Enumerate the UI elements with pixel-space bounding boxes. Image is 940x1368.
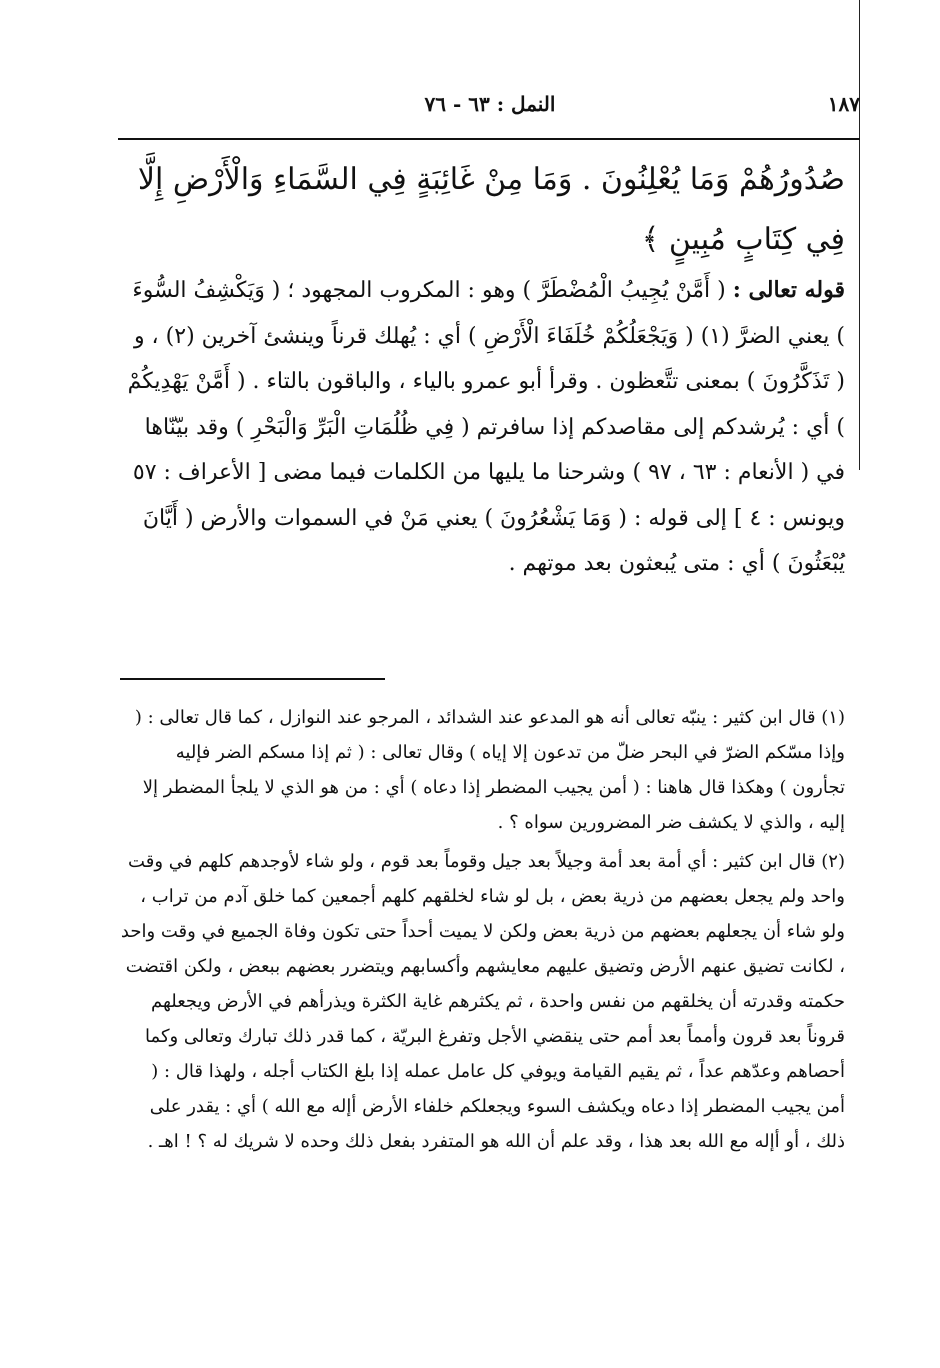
footnote-2: (٢) قال ابن كثير : أي أمة بعد أمة وجيلاً بعد جيل وقوماً بعد قوم ، ولو شاء لأوجدهم كلهم في وقت واحد ولم يجعل بعضهم من ذرية بعض ، بل لو شاء لخلقهم كلهم أجمعين كما خلق آدم من تراب ، ولو شاء أن يجعلهم بعضهم من ذرية بعض ولكن لا يميت أحداً حتى تكون وفاة الجميع في وقت واحد ، لكانت تضيق عنهم الأرض وتضيق عليهم معايشهم وأكسابهم ويتضرر بعضهم ببعض ، ولكن اقتضت حكمته وقدرته أن يخلقهم من نفس واحدة ، ثم يكثرهم غاية الكثرة ويذرأهم في الأرض ويجعلهم قروناً بعد قرون وأمماً بعد أمم حتى ينقضي الأجل وتفرغ البريّة ، كما قدر ذلك تبارك وتعالى وكما أحصاهم وعدّهم عداً ، ثم يقيم القيامة ويوفي كل عامل عمله إذا بلغ الكتاب أجله ، ولهذا قال : ( أمن يجيب المضطر إذا دعاه ويكشف السوء ويجعلكم خلفاء الأرض أإله مع الله ) أي : يقدر على ذلك ، أو أإله مع الله بعد هذا ، وقد علم أن الله هو المتفرد بفعل ذلك وحده لا شريك له ؟ ! اهـ . xyxy=(120,851,845,1152)
footnote-rule xyxy=(120,678,385,680)
commentary-paragraph xyxy=(120,268,845,587)
commentary-lead: قوله تعالى : xyxy=(732,277,845,303)
footnotes xyxy=(120,700,845,1163)
running-title: النمل : ٦٣ - ٧٦ xyxy=(424,92,556,116)
footnote-1: (١) قال ابن كثير : ينبّه تعالى أنه هو المدعو عند الشدائد ، المرجو عند النوازل ، كما قال تعالى : ( وإذا مسّكم الضرّ في البحر ضلّ من تدعون إلا إياه ) وقال تعالى : ( ثم إذا مسكم الضر فإليه تجأرون ) وهكذا قال هاهنا : ( أمن يجيب المضطر إذا دعاه ) أي : من هو الذي لا يلجأ المضطر إلا إليه ، والذي لا يكشف ضر المضرورين سواه ؟ . xyxy=(134,707,845,833)
quran-verse: صُدُورُهُمْ وَمَا يُعْلِنُونَ . وَمَا مِنْ غَائِبَةٍ فِي السَّمَاءِ وَالْأَرْضِ إِلَّا فِي كِتَابٍ مُبِينٍ ﴾ xyxy=(137,162,845,257)
page-edge-line xyxy=(859,0,860,470)
header-rule xyxy=(118,138,860,140)
page-header xyxy=(120,92,860,132)
page-number: ١٨٧ xyxy=(827,92,860,116)
commentary-text: ( أَمَّنْ يُجِيبُ الْمُضْطَرَّ ) وهو : المكروب المجهود ؛ ( وَيَكْشِفُ السُّوءَ ) يعني الضرَّ (١) ( وَيَجْعَلُكُمْ خُلَفَاءَ الْأَرْضِ ) أي : يُهلك قرناً وينشئ آخرين (٢) ، و ( تَذَكَّرُونَ ) بمعنى تتَّعظون . وقرأ أبو عمرو بالياء ، والباقون بالتاء . ( أَمَّنْ يَهْدِيكُمْ ) أي : يُرشدكم إلى مقاصدكم إذا سافرتم ( فِي ظُلُمَاتِ الْبَرِّ وَالْبَحْرِ ) وقد بيّنّاها في ( الأنعام : ٦٣ ، ٩٧ ) وشرحنا ما يليها من الكلمات فيما مضى [ الأعراف : ٥٧ ويونس : ٤ ] إلى قوله : ( وَمَا يَشْعُرُونَ ) يعني مَنْ في السموات والأرض ( أَيَّانَ يُبْعَثُونَ ) أي : متى يُبعثون بعد موتهم . xyxy=(127,278,845,576)
